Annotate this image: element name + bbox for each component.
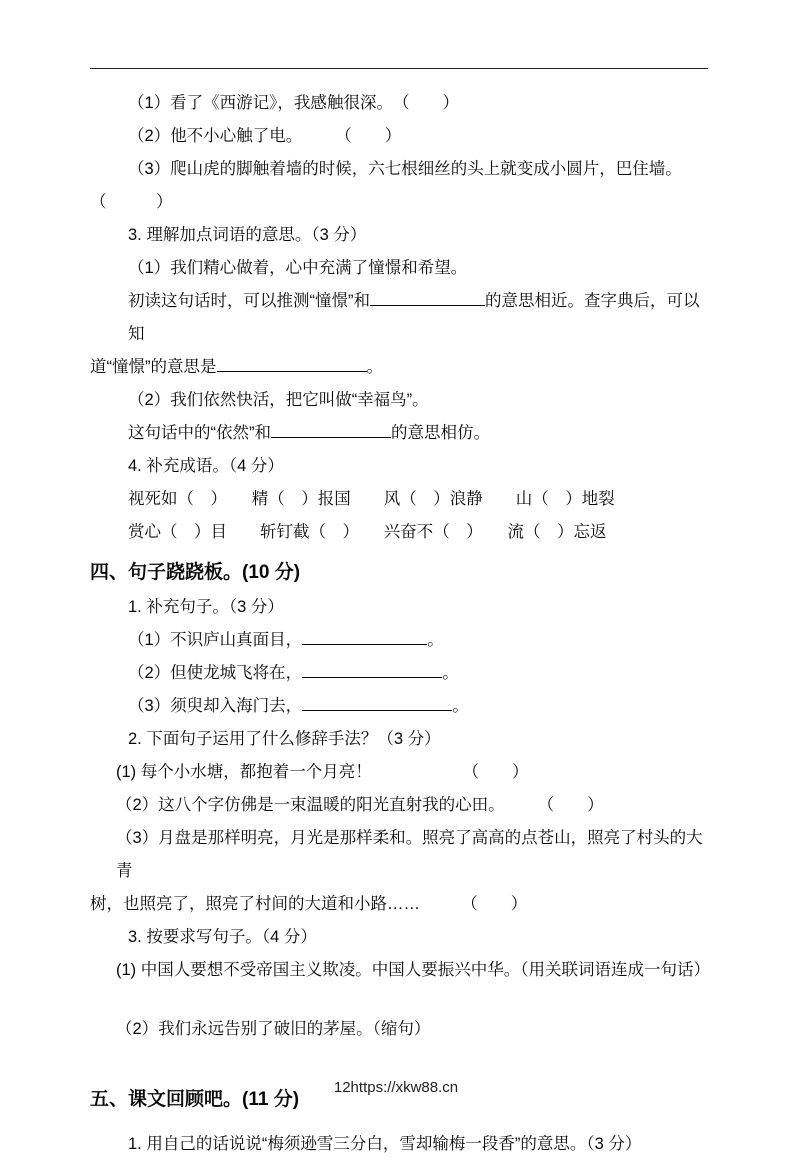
text-line — [90, 285, 708, 351]
text-span: 4. 补充成语。（4 分） — [128, 457, 284, 475]
text-span: （3）月盘是那样明亮，月光是那样柔和。照亮了高高的点苍山，照亮了村头的大青 — [116, 829, 703, 880]
fill-in-blank-line — [370, 291, 485, 306]
text-span: 赏心（ ）目 斩钉截（ ） 兴奋不（ ） 流（ ）忘返 — [128, 523, 607, 541]
text-span: （1）我们精心做着，心中充满了 — [128, 259, 369, 277]
text-span: 。 — [366, 358, 383, 376]
text-span: 。 — [427, 631, 444, 649]
emphasized-word: 触 — [236, 127, 253, 145]
text-span: （2）但使龙城飞将在， — [128, 664, 303, 682]
text-span: 1. 补充句子。（3 分） — [128, 598, 284, 616]
fill-in-blank-line — [217, 357, 367, 372]
text-line — [90, 624, 708, 657]
text-span: 五、课文回顾吧。(11 分) — [90, 1089, 300, 1110]
fill-in-blank-line — [302, 630, 427, 645]
text-span: （1）不识庐山真面目， — [128, 631, 303, 649]
text-span: 3. 按要求写句子。（4 分） — [128, 928, 317, 946]
emphasized-word: 触 — [326, 94, 344, 112]
text-span: 1. 用自己的话说说“梅须逊雪三分白，雪却输梅一段香”的意思。（3 分） — [128, 1135, 642, 1153]
text-span: 四、句子跷跷板。(10 分) — [90, 562, 301, 583]
section-heading — [90, 555, 708, 591]
emphasized-word: 触 — [252, 160, 270, 178]
text-line — [90, 1013, 708, 1046]
text-span: 了电。 （ ） — [252, 127, 402, 145]
text-span: 着墙的时候，六七根细丝的头上就变成小圆片，巴住墙。 — [269, 160, 682, 178]
fill-in-blank-line — [302, 696, 452, 711]
text-line — [90, 186, 708, 219]
text-span: 视死如（ ） 精（ ）报国 风（ ）浪静 山（ ）地裂 — [128, 490, 615, 508]
text-span: （2）这八个字仿佛是一束温暖的阳光直射我的心田。 （ ） — [116, 796, 604, 814]
text-span: （2）我们 — [128, 391, 204, 409]
text-line — [90, 87, 708, 120]
text-span: 树，也照亮了，照亮了村间的大道和小路…… （ ） — [90, 895, 528, 913]
text-span: （1）看了《西游记》，我感 — [128, 94, 327, 112]
text-span: 的意思相近。查字典后，可以知 — [128, 292, 700, 343]
text-span: 的意思相仿。 — [391, 424, 490, 442]
text-line — [90, 756, 708, 789]
text-line — [90, 417, 708, 450]
text-span: (1) 中国人要想不受帝国主义欺凌。中国人要振兴中华。（用关联词语连成一句话） — [116, 961, 710, 979]
text-line — [90, 450, 708, 483]
text-span: 初读这句话时，可以推测“憧憬”和 — [128, 292, 370, 310]
text-span: 快活，把它叫做“幸福鸟”。 — [236, 391, 429, 409]
fill-in-blank-line — [271, 423, 391, 438]
text-line — [90, 921, 708, 954]
top-rule-divider — [90, 68, 708, 69]
text-span: 道“憧憬”的意思是 — [90, 358, 217, 376]
text-line — [90, 219, 708, 252]
text-line — [90, 384, 708, 417]
text-span: 这句话中的“依然”和 — [128, 424, 271, 442]
text-span: （ ） — [90, 193, 173, 211]
text-line — [90, 516, 708, 549]
text-span: 很深。 （ ） — [343, 94, 459, 112]
text-line — [90, 120, 708, 153]
text-span: 2. 下面句子运用了什么修辞手法？（3 分） — [128, 730, 441, 748]
text-span: （3）爬山虎的脚 — [128, 160, 253, 178]
text-span: （2）他不小心 — [128, 127, 237, 145]
text-line — [90, 153, 708, 186]
text-span: 。 — [442, 664, 459, 682]
page-footer-watermark: 12https://xkw88.cn — [333, 1079, 459, 1096]
emphasized-word: 依然 — [203, 391, 237, 409]
text-line — [90, 483, 708, 516]
emphasized-word: 憧憬 — [368, 259, 402, 277]
content — [90, 87, 708, 1161]
text-line — [90, 690, 708, 723]
text-span: 。 — [452, 697, 469, 715]
text-line — [90, 888, 708, 921]
text-line — [90, 723, 708, 756]
text-line — [90, 954, 708, 987]
text-span: (1) 每个小水塘，都抱着一个月亮！ （ ） — [116, 763, 529, 781]
text-line — [90, 822, 708, 888]
fill-in-blank-line — [302, 663, 442, 678]
text-span: （3）须臾却入海门去， — [128, 697, 303, 715]
text-span: （2）我们永远告别了破旧的茅屋。（缩句） — [116, 1020, 431, 1038]
text-line — [90, 789, 708, 822]
text-line — [90, 657, 708, 690]
text-line — [90, 351, 708, 384]
text-line — [90, 252, 708, 285]
text-span: 3. 理解加点词语的意思。（3 分） — [128, 226, 367, 244]
text-line — [90, 1128, 708, 1161]
text-span: 和希望。 — [401, 259, 468, 277]
text-line — [90, 591, 708, 624]
